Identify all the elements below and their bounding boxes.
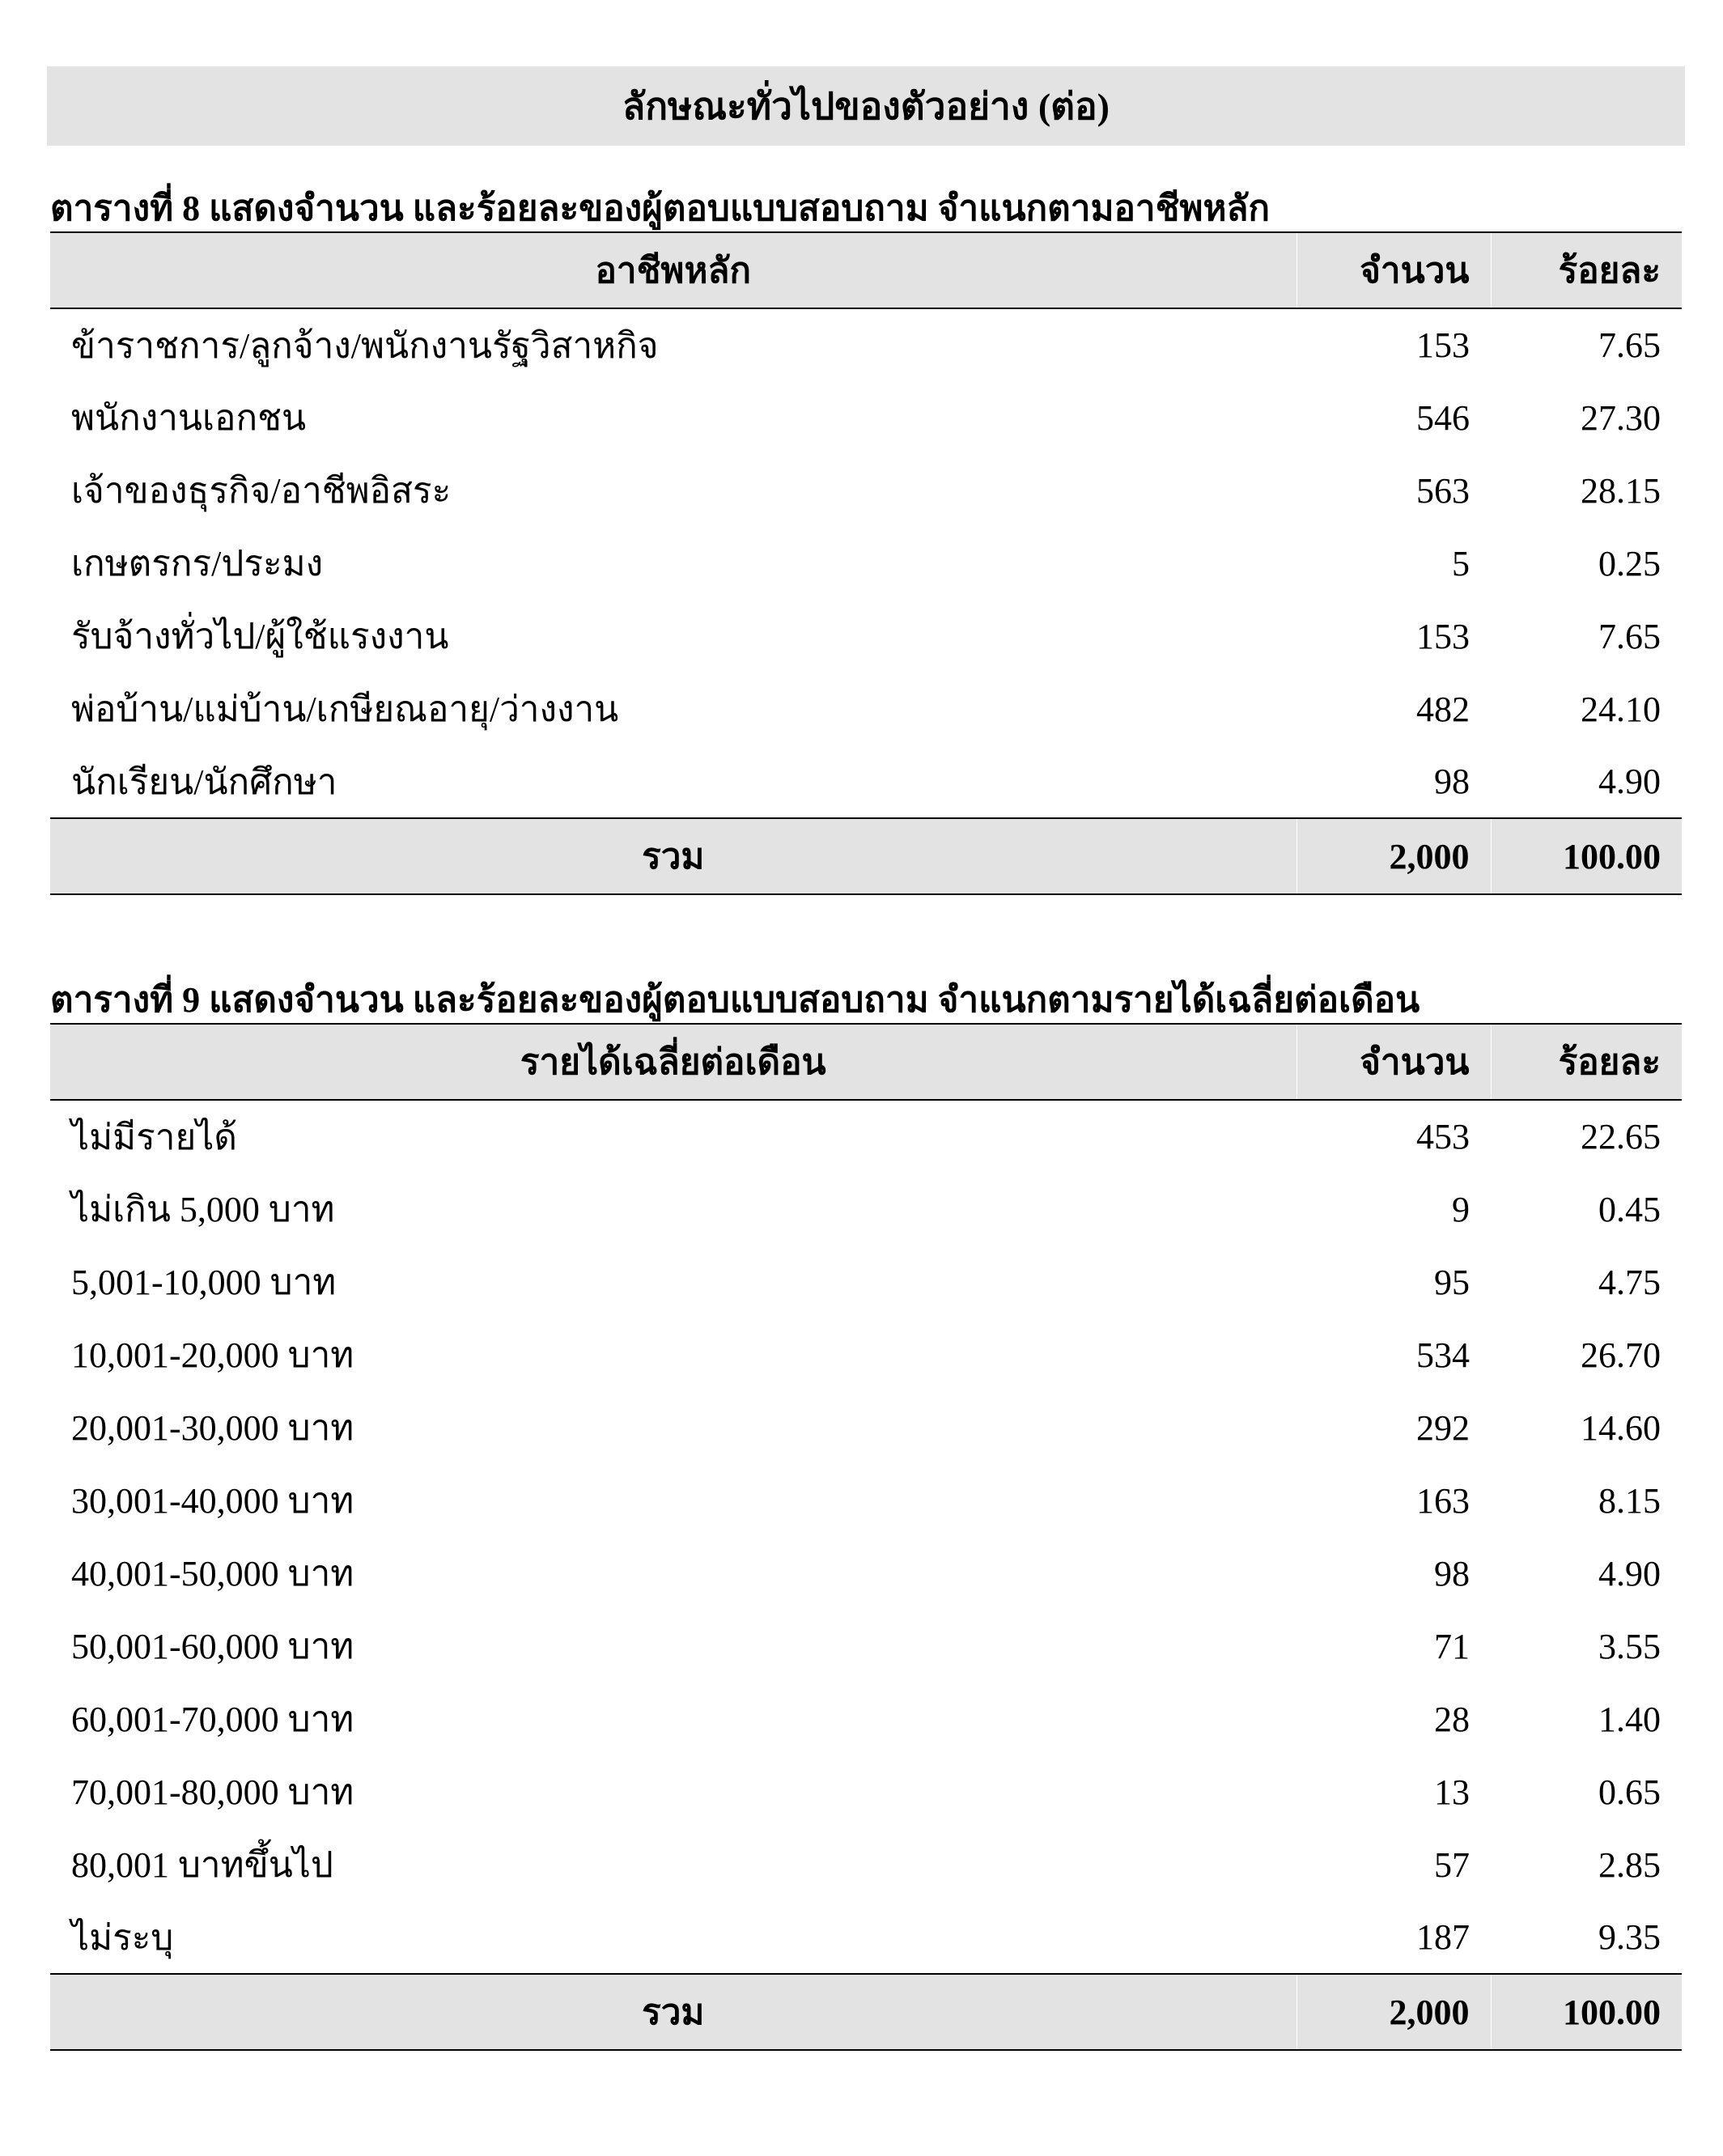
row-label: นักเรียน/นักศึกษา	[71, 762, 337, 802]
income-table	[50, 1023, 1682, 2051]
total-label: รวม	[50, 818, 1296, 894]
table-9-section	[50, 978, 1682, 2051]
row-label: 80,001 บาทขึ้นไป	[71, 1845, 333, 1885]
table-row	[50, 745, 1682, 818]
row-percent: 28.15	[1581, 470, 1661, 511]
row-label: 5,001-10,000 บาท	[71, 1263, 337, 1302]
row-label: 40,001-50,000 บาท	[71, 1554, 354, 1594]
row-label: พนักงานเอกชน	[71, 398, 307, 438]
row-count: 546	[1416, 397, 1470, 438]
row-percent: 0.45	[1598, 1189, 1661, 1229]
table-row	[50, 1683, 1682, 1755]
row-count: 292	[1416, 1407, 1470, 1448]
table-row	[50, 308, 1682, 381]
table-8-section	[50, 186, 1682, 895]
table-row	[50, 1828, 1682, 1901]
section-title: ลักษณะทั่วไปของตัวอย่าง (ต่อ)	[622, 85, 1110, 127]
row-count: 95	[1434, 1262, 1470, 1302]
row-count: 482	[1416, 689, 1470, 729]
row-count: 13	[1434, 1772, 1470, 1812]
column-header-income: รายได้เฉลี่ยต่อเดือน	[50, 1024, 1296, 1100]
row-label: ข้าราชการ/ลูกจ้าง/พนักงานรัฐวิสาหกิจ	[71, 325, 659, 366]
column-header-percent: ร้อยละ	[1491, 1024, 1682, 1100]
row-percent: 9.35	[1598, 1917, 1661, 1957]
table-row	[50, 1100, 1682, 1173]
section-banner	[47, 66, 1685, 146]
row-percent: 24.10	[1581, 689, 1661, 729]
row-label: ไม่ระบุ	[71, 1917, 174, 1958]
row-percent: 0.25	[1598, 543, 1661, 584]
row-percent: 8.15	[1598, 1480, 1661, 1521]
column-header-occupation: อาชีพหลัก	[50, 232, 1296, 308]
row-percent: 3.55	[1598, 1626, 1661, 1666]
total-row	[50, 1974, 1682, 2050]
row-count: 98	[1434, 1553, 1470, 1594]
row-count: 187	[1416, 1917, 1470, 1957]
table-row	[50, 673, 1682, 745]
total-row	[50, 818, 1682, 894]
table-row	[50, 1173, 1682, 1246]
table-row	[50, 600, 1682, 673]
table-row	[50, 381, 1682, 454]
total-label: รวม	[50, 1974, 1296, 2050]
row-count: 28	[1434, 1699, 1470, 1739]
row-count: 163	[1416, 1480, 1470, 1521]
row-count: 153	[1416, 616, 1470, 656]
row-percent: 26.70	[1581, 1335, 1661, 1375]
table-row	[50, 1901, 1682, 1974]
table-row	[50, 1391, 1682, 1464]
row-percent: 27.30	[1581, 397, 1661, 438]
row-label: 10,001-20,000 บาท	[71, 1335, 354, 1375]
table-row	[50, 1318, 1682, 1391]
table-row	[50, 1246, 1682, 1318]
table-row	[50, 1610, 1682, 1683]
column-header-count: จำนวน	[1296, 232, 1491, 308]
table-row	[50, 1464, 1682, 1537]
row-percent: 14.60	[1581, 1407, 1661, 1448]
row-count: 57	[1434, 1844, 1470, 1885]
table-9-caption: ตารางที่ 9 แสดงจำนวน และร้อยละของผู้ตอบแบบสอบถาม จำแนกตามรายได้เฉลี่ยต่อเดือน	[50, 980, 1420, 1020]
total-count: 2,000	[1296, 818, 1491, 894]
row-label: 50,001-60,000 บาท	[71, 1627, 354, 1666]
row-percent: 7.65	[1598, 616, 1661, 656]
row-label: 30,001-40,000 บาท	[71, 1481, 354, 1521]
row-label: 60,001-70,000 บาท	[71, 1700, 354, 1739]
row-count: 563	[1416, 470, 1470, 511]
row-percent: 1.40	[1598, 1699, 1661, 1739]
table-row	[50, 1537, 1682, 1610]
row-count: 98	[1434, 762, 1470, 801]
column-header-percent: ร้อยละ	[1491, 232, 1682, 308]
table-header-row	[50, 1024, 1682, 1100]
row-percent: 4.75	[1598, 1262, 1661, 1302]
row-label: พ่อบ้าน/แม่บ้าน/เกษียณอายุ/ว่างงาน	[71, 690, 619, 729]
row-label: เจ้าของธุรกิจ/อาชีพอิสระ	[71, 471, 452, 511]
row-percent: 22.65	[1581, 1117, 1661, 1157]
total-count: 2,000	[1296, 1974, 1491, 2050]
row-percent: 0.65	[1598, 1772, 1661, 1812]
row-label: ไม่มีรายได้	[71, 1117, 237, 1157]
table-row	[50, 527, 1682, 600]
row-label: ไม่เกิน 5,000 บาท	[71, 1190, 335, 1229]
table-8-caption: ตารางที่ 8 แสดงจำนวน และร้อยละของผู้ตอบแบบสอบถาม จำแนกตามอาชีพหลัก	[50, 189, 1271, 228]
total-percent: 100.00	[1491, 1974, 1682, 2050]
row-percent: 2.85	[1598, 1844, 1661, 1885]
column-header-count: จำนวน	[1296, 1024, 1491, 1100]
table-row	[50, 1755, 1682, 1828]
row-count: 453	[1416, 1117, 1470, 1157]
row-label: รับจ้างทั่วไป/ผู้ใช้แรงงาน	[71, 617, 449, 656]
row-count: 534	[1416, 1335, 1470, 1375]
table-header-row	[50, 232, 1682, 308]
row-label: 20,001-30,000 บาท	[71, 1408, 354, 1448]
table-row	[50, 454, 1682, 527]
row-percent: 4.90	[1598, 1553, 1661, 1594]
row-count: 153	[1416, 325, 1470, 365]
row-percent: 7.65	[1598, 325, 1661, 365]
row-label: 70,001-80,000 บาท	[71, 1772, 354, 1812]
row-label: เกษตรกร/ประมง	[71, 544, 324, 584]
row-count: 9	[1452, 1189, 1470, 1229]
row-percent: 4.90	[1598, 762, 1661, 801]
row-count: 5	[1452, 543, 1470, 584]
total-percent: 100.00	[1491, 818, 1682, 894]
row-count: 71	[1434, 1626, 1470, 1666]
occupation-table	[50, 231, 1682, 895]
